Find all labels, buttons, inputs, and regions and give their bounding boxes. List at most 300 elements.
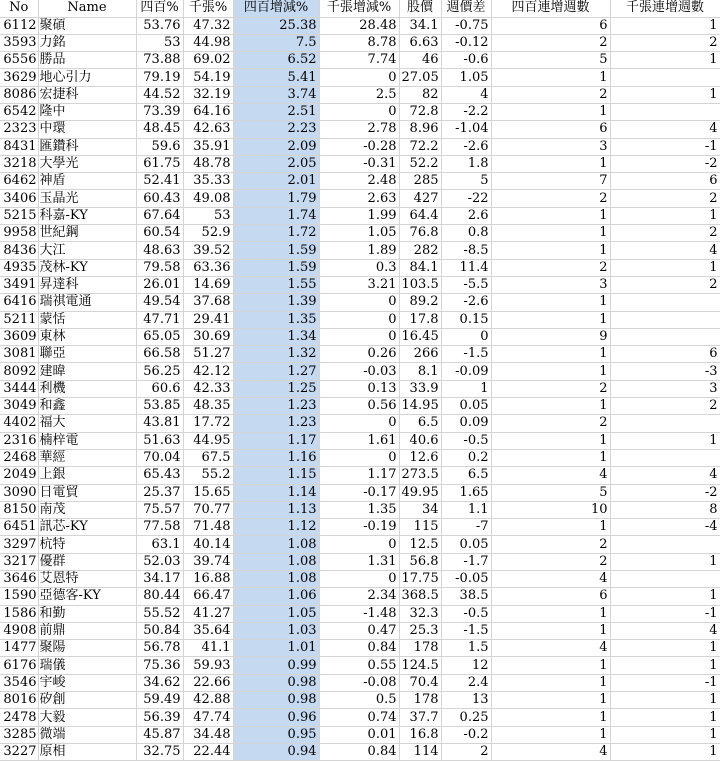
- table-cell: 0.09: [441, 415, 491, 432]
- table-cell: 1: [491, 674, 610, 691]
- table-cell: 矽創: [38, 692, 136, 709]
- table-cell: 0.13: [319, 380, 399, 397]
- table-cell: 2: [491, 34, 610, 51]
- table-cell: 1: [491, 207, 610, 224]
- column-header[interactable]: 週價差: [441, 0, 491, 17]
- table-cell: 12.5: [399, 536, 441, 553]
- table-cell: 34: [399, 501, 441, 518]
- table-cell: 1: [491, 726, 610, 743]
- table-cell: 1.15: [233, 467, 319, 484]
- table-cell: -1.48: [319, 605, 399, 622]
- table-cell: 12.6: [399, 449, 441, 466]
- table-cell: 5: [491, 52, 610, 69]
- column-header[interactable]: 四百增減%: [233, 0, 319, 17]
- table-row[interactable]: [0, 726, 720, 743]
- table-cell: 瑞祺電通: [38, 294, 136, 311]
- table-cell: 1.61: [319, 432, 399, 449]
- table-cell: 訊芯-KY: [38, 519, 136, 536]
- table-cell: 9: [491, 328, 610, 345]
- table-cell: 73.88: [136, 52, 183, 69]
- table-cell: 47.32: [183, 17, 233, 34]
- table-row[interactable]: [0, 536, 720, 553]
- table-cell: 52.03: [136, 553, 183, 570]
- table-cell: 14.69: [183, 276, 233, 293]
- table-cell: 0.96: [233, 709, 319, 726]
- table-cell: 1.13: [233, 501, 319, 518]
- table-cell: 4: [491, 467, 610, 484]
- table-cell: 22.44: [183, 743, 233, 760]
- table-cell: 3.74: [233, 86, 319, 103]
- table-cell: 73.39: [136, 103, 183, 120]
- table-cell: 178: [399, 640, 441, 657]
- table-cell: 3646: [0, 571, 38, 588]
- table-cell: 39.52: [183, 242, 233, 259]
- table-cell: 44.95: [183, 432, 233, 449]
- table-cell: 2.78: [319, 121, 399, 138]
- column-header[interactable]: 四百連增週數: [491, 0, 610, 17]
- table-cell: 3: [610, 380, 720, 397]
- table-cell: 0.74: [319, 709, 399, 726]
- table-cell: 32.3: [399, 605, 441, 622]
- table-cell: 1: [610, 17, 720, 34]
- table-cell: 34.48: [183, 726, 233, 743]
- table-cell: 34.62: [136, 674, 183, 691]
- table-cell: 宇峻: [38, 674, 136, 691]
- table-row[interactable]: [0, 346, 720, 363]
- table-cell: -2: [610, 155, 720, 172]
- table-cell: 建暐: [38, 363, 136, 380]
- table-cell: 44.98: [183, 34, 233, 51]
- table-row[interactable]: [0, 432, 720, 449]
- table-row[interactable]: [0, 743, 720, 760]
- table-cell: 微端: [38, 726, 136, 743]
- table-cell: 59.6: [136, 138, 183, 155]
- table-row[interactable]: [0, 519, 720, 536]
- table-cell: -0.28: [319, 138, 399, 155]
- table-row[interactable]: [0, 605, 720, 622]
- column-header[interactable]: 股價: [399, 0, 441, 17]
- table-cell: 75.36: [136, 657, 183, 674]
- table-cell: 1: [491, 311, 610, 328]
- table-cell: 1.14: [233, 484, 319, 501]
- table-cell: -1: [610, 674, 720, 691]
- table-cell: 55.52: [136, 605, 183, 622]
- table-cell: 0: [319, 571, 399, 588]
- table-cell: 427: [399, 190, 441, 207]
- table-cell: 瑞儀: [38, 657, 136, 674]
- table-cell: 48.63: [136, 242, 183, 259]
- table-cell: -2.6: [441, 294, 491, 311]
- table-cell: 0.98: [233, 692, 319, 709]
- table-cell: 1: [491, 69, 610, 86]
- table-cell: 0: [319, 69, 399, 86]
- table-cell: 2.51: [233, 103, 319, 120]
- table-cell: 1: [610, 640, 720, 657]
- table-cell: 42.63: [183, 121, 233, 138]
- table-cell: 8.96: [399, 121, 441, 138]
- table-row[interactable]: [0, 276, 720, 293]
- table-cell: 3090: [0, 484, 38, 501]
- table-cell: 匯鑽科: [38, 138, 136, 155]
- table-body: [0, 17, 720, 761]
- table-cell: 17.8: [399, 311, 441, 328]
- table-cell: 和鑫: [38, 398, 136, 415]
- table-cell: [610, 311, 720, 328]
- table-cell: 6: [491, 17, 610, 34]
- table-cell: 82: [399, 86, 441, 103]
- table-cell: 1.05: [233, 605, 319, 622]
- table-cell: 56.8: [399, 553, 441, 570]
- table-cell: 25.38: [233, 17, 319, 34]
- table-row[interactable]: [0, 34, 720, 51]
- table-cell: -8.5: [441, 242, 491, 259]
- table-cell: 22.66: [183, 674, 233, 691]
- table-cell: -1.5: [441, 346, 491, 363]
- table-cell: 52.9: [183, 225, 233, 242]
- table-cell: 1.17: [233, 432, 319, 449]
- table-cell: 34.17: [136, 571, 183, 588]
- table-cell: 32.75: [136, 743, 183, 760]
- table-cell: 0.98: [233, 674, 319, 691]
- table-cell: 1.23: [233, 398, 319, 415]
- table-cell: 優群: [38, 553, 136, 570]
- table-cell: 6: [491, 121, 610, 138]
- table-cell: 1: [491, 242, 610, 259]
- table-cell: 2.48: [319, 173, 399, 190]
- table-row[interactable]: [0, 173, 720, 190]
- table-cell: 6556: [0, 52, 38, 69]
- table-cell: 35.33: [183, 173, 233, 190]
- column-header[interactable]: Name: [38, 0, 136, 17]
- table-cell: 利機: [38, 380, 136, 397]
- table-cell: 大毅: [38, 709, 136, 726]
- table-cell: 89.2: [399, 294, 441, 311]
- table-cell: 0.8: [441, 225, 491, 242]
- table-cell: 2: [491, 259, 610, 276]
- table-row[interactable]: [0, 259, 720, 276]
- table-row[interactable]: [0, 380, 720, 397]
- table-cell: 1.59: [233, 242, 319, 259]
- column-header[interactable]: 四百%: [136, 0, 183, 17]
- table-cell: -0.75: [441, 17, 491, 34]
- table-cell: 地心引力: [38, 69, 136, 86]
- table-cell: 2.23: [233, 121, 319, 138]
- table-cell: 5.41: [233, 69, 319, 86]
- table-cell: 0.01: [319, 726, 399, 743]
- table-cell: 3285: [0, 726, 38, 743]
- table-cell: 114: [399, 743, 441, 760]
- table-cell: 3593: [0, 34, 38, 51]
- table-cell: 368.5: [399, 588, 441, 605]
- table-row[interactable]: [0, 692, 720, 709]
- table-cell: 3.21: [319, 276, 399, 293]
- table-row[interactable]: [0, 207, 720, 224]
- table-cell: 43.81: [136, 415, 183, 432]
- table-cell: 70.04: [136, 449, 183, 466]
- table-row[interactable]: [0, 674, 720, 691]
- table-cell: 0.15: [441, 311, 491, 328]
- table-cell: 14.95: [399, 398, 441, 415]
- table-cell: 1: [610, 588, 720, 605]
- table-cell: 39.74: [183, 553, 233, 570]
- column-header[interactable]: No: [0, 0, 38, 17]
- table-cell: 72.8: [399, 103, 441, 120]
- table-cell: 1: [610, 657, 720, 674]
- table-cell: -0.17: [319, 484, 399, 501]
- table-cell: 51.63: [136, 432, 183, 449]
- table-cell: 1.1: [441, 501, 491, 518]
- table-cell: 70.4: [399, 674, 441, 691]
- table-cell: 42.12: [183, 363, 233, 380]
- table-cell: 1.65: [441, 484, 491, 501]
- table-cell: 1.5: [441, 640, 491, 657]
- table-row[interactable]: [0, 553, 720, 570]
- table-cell: 40.14: [183, 536, 233, 553]
- table-cell: 17.75: [399, 571, 441, 588]
- table-cell: 和勤: [38, 605, 136, 622]
- table-row[interactable]: [0, 501, 720, 518]
- table-cell: 48.45: [136, 121, 183, 138]
- table-row[interactable]: [0, 484, 720, 501]
- table-cell: 1.05: [441, 69, 491, 86]
- table-cell: 60.54: [136, 225, 183, 242]
- table-cell: 1.08: [233, 571, 319, 588]
- table-cell: 3049: [0, 398, 38, 415]
- table-row[interactable]: [0, 449, 720, 466]
- table-cell: 53.85: [136, 398, 183, 415]
- table-cell: 63.1: [136, 536, 183, 553]
- table-cell: 1.05: [319, 225, 399, 242]
- table-cell: 力銘: [38, 34, 136, 51]
- table-cell: 54.19: [183, 69, 233, 86]
- table-cell: 2.05: [233, 155, 319, 172]
- table-cell: -0.08: [319, 674, 399, 691]
- table-cell: 南茂: [38, 501, 136, 518]
- table-cell: 6542: [0, 103, 38, 120]
- table-cell: 4: [610, 242, 720, 259]
- table-cell: 178: [399, 692, 441, 709]
- table-cell: 1: [610, 553, 720, 570]
- table-cell: 4908: [0, 622, 38, 639]
- table-cell: 60.6: [136, 380, 183, 397]
- table-cell: [610, 69, 720, 86]
- table-cell: 40.6: [399, 432, 441, 449]
- table-cell: 3: [491, 276, 610, 293]
- table-cell: 神盾: [38, 173, 136, 190]
- table-row[interactable]: [0, 294, 720, 311]
- table-cell: 原相: [38, 743, 136, 760]
- table-cell: 25.37: [136, 484, 183, 501]
- table-cell: 0.47: [319, 622, 399, 639]
- column-header[interactable]: 千張%: [183, 0, 233, 17]
- table-cell: 6: [491, 588, 610, 605]
- table-cell: 6176: [0, 657, 38, 674]
- table-row[interactable]: [0, 467, 720, 484]
- table-row[interactable]: [0, 17, 720, 34]
- table-row[interactable]: [0, 121, 720, 138]
- column-header[interactable]: 千張連增週數: [610, 0, 720, 17]
- table-cell: 0.94: [233, 743, 319, 760]
- table-cell: -0.5: [441, 605, 491, 622]
- table-cell: 38.5: [441, 588, 491, 605]
- table-cell: 9958: [0, 225, 38, 242]
- table-row[interactable]: [0, 571, 720, 588]
- table-cell: 1: [491, 346, 610, 363]
- table-cell: 3081: [0, 346, 38, 363]
- table-cell: 3227: [0, 743, 38, 760]
- table-cell: [610, 103, 720, 120]
- table-cell: 6416: [0, 294, 38, 311]
- table-cell: 2.6: [441, 207, 491, 224]
- table-cell: -0.05: [441, 571, 491, 588]
- table-cell: 55.2: [183, 467, 233, 484]
- table-cell: 前鼎: [38, 622, 136, 639]
- table-cell: 0: [319, 449, 399, 466]
- table-row[interactable]: [0, 69, 720, 86]
- table-cell: 0.56: [319, 398, 399, 415]
- table-cell: 35.64: [183, 622, 233, 639]
- table-cell: 47.71: [136, 311, 183, 328]
- table-row[interactable]: [0, 415, 720, 432]
- table-cell: 2.01: [233, 173, 319, 190]
- table-cell: 4935: [0, 259, 38, 276]
- table-cell: 1590: [0, 588, 38, 605]
- table-cell: 1: [491, 605, 610, 622]
- table-cell: -1.5: [441, 622, 491, 639]
- table-cell: -1.04: [441, 121, 491, 138]
- table-cell: 1.34: [233, 328, 319, 345]
- table-cell: [610, 294, 720, 311]
- table-row[interactable]: [0, 640, 720, 657]
- table-cell: 49.08: [183, 190, 233, 207]
- table-cell: 8086: [0, 86, 38, 103]
- table-row[interactable]: [0, 242, 720, 259]
- table-cell: 8431: [0, 138, 38, 155]
- table-cell: [610, 536, 720, 553]
- table-cell: 1.99: [319, 207, 399, 224]
- table-cell: 0: [319, 103, 399, 120]
- table-cell: 1.8: [441, 155, 491, 172]
- table-cell: -2.6: [441, 138, 491, 155]
- table-cell: 29.41: [183, 311, 233, 328]
- table-row[interactable]: [0, 657, 720, 674]
- table-cell: 6.63: [399, 34, 441, 51]
- table-row[interactable]: [0, 398, 720, 415]
- table-row[interactable]: [0, 155, 720, 172]
- table-cell: 124.5: [399, 657, 441, 674]
- table-cell: 亞德客-KY: [38, 588, 136, 605]
- table-cell: [610, 571, 720, 588]
- table-cell: 84.1: [399, 259, 441, 276]
- table-cell: 玉晶光: [38, 190, 136, 207]
- table-cell: 1: [610, 259, 720, 276]
- table-cell: 2.4: [441, 674, 491, 691]
- table-cell: 3444: [0, 380, 38, 397]
- table-cell: 2: [441, 743, 491, 760]
- table-cell: 杭特: [38, 536, 136, 553]
- table-cell: 80.44: [136, 588, 183, 605]
- table-cell: 5215: [0, 207, 38, 224]
- table-cell: 1.39: [233, 294, 319, 311]
- table-row[interactable]: [0, 138, 720, 155]
- table-cell: 50.84: [136, 622, 183, 639]
- table-cell: 0.26: [319, 346, 399, 363]
- table-cell: 6451: [0, 519, 38, 536]
- table-cell: 33.9: [399, 380, 441, 397]
- table-cell: 8.1: [399, 363, 441, 380]
- table-cell: 0.99: [233, 657, 319, 674]
- table-cell: 77.58: [136, 519, 183, 536]
- table-row[interactable]: [0, 52, 720, 69]
- table-cell: 64.16: [183, 103, 233, 120]
- table-cell: 1: [491, 432, 610, 449]
- table-cell: 3491: [0, 276, 38, 293]
- table-cell: 1.06: [233, 588, 319, 605]
- table-cell: 1.12: [233, 519, 319, 536]
- table-cell: 52.41: [136, 173, 183, 190]
- table-cell: 66.47: [183, 588, 233, 605]
- table-cell: -1: [610, 138, 720, 155]
- table-cell: 56.78: [136, 640, 183, 657]
- table-row[interactable]: [0, 225, 720, 242]
- table-row[interactable]: [0, 103, 720, 120]
- table-row[interactable]: [0, 328, 720, 345]
- table-cell: 1.59: [233, 259, 319, 276]
- table-cell: 8.78: [319, 34, 399, 51]
- table-cell: 16.8: [399, 726, 441, 743]
- table-row[interactable]: [0, 588, 720, 605]
- table-cell: 2: [610, 225, 720, 242]
- table-cell: 6: [610, 346, 720, 363]
- table-cell: 2: [491, 415, 610, 432]
- table-cell: 65.43: [136, 467, 183, 484]
- table-cell: 隆中: [38, 103, 136, 120]
- table-cell: 1: [491, 709, 610, 726]
- table-cell: 26.01: [136, 276, 183, 293]
- table-cell: 1.35: [233, 311, 319, 328]
- table-cell: 103.5: [399, 276, 441, 293]
- table-row[interactable]: [0, 622, 720, 639]
- table-row[interactable]: [0, 709, 720, 726]
- table-cell: 1.17: [319, 467, 399, 484]
- table-cell: 25.3: [399, 622, 441, 639]
- table-row[interactable]: [0, 190, 720, 207]
- table-cell: 聯亞: [38, 346, 136, 363]
- table-cell: -7: [441, 519, 491, 536]
- table-cell: 2: [491, 190, 610, 207]
- table-cell: 41.27: [183, 605, 233, 622]
- table-cell: 282: [399, 242, 441, 259]
- table-cell: 勝品: [38, 52, 136, 69]
- table-cell: 0: [319, 415, 399, 432]
- table-cell: 聚碩: [38, 17, 136, 34]
- table-cell: 42.88: [183, 692, 233, 709]
- table-cell: 0: [441, 328, 491, 345]
- table-row[interactable]: [0, 363, 720, 380]
- table-cell: 0.84: [319, 640, 399, 657]
- table-cell: -3: [610, 363, 720, 380]
- table-cell: 6.5: [399, 415, 441, 432]
- table-cell: 59.49: [136, 692, 183, 709]
- column-header[interactable]: 千張增減%: [319, 0, 399, 17]
- table-cell: 1: [491, 622, 610, 639]
- table-cell: 東林: [38, 328, 136, 345]
- table-cell: -0.6: [441, 52, 491, 69]
- table-row[interactable]: [0, 311, 720, 328]
- table-row[interactable]: [0, 86, 720, 103]
- table-cell: 3: [491, 138, 610, 155]
- table-cell: 4: [610, 467, 720, 484]
